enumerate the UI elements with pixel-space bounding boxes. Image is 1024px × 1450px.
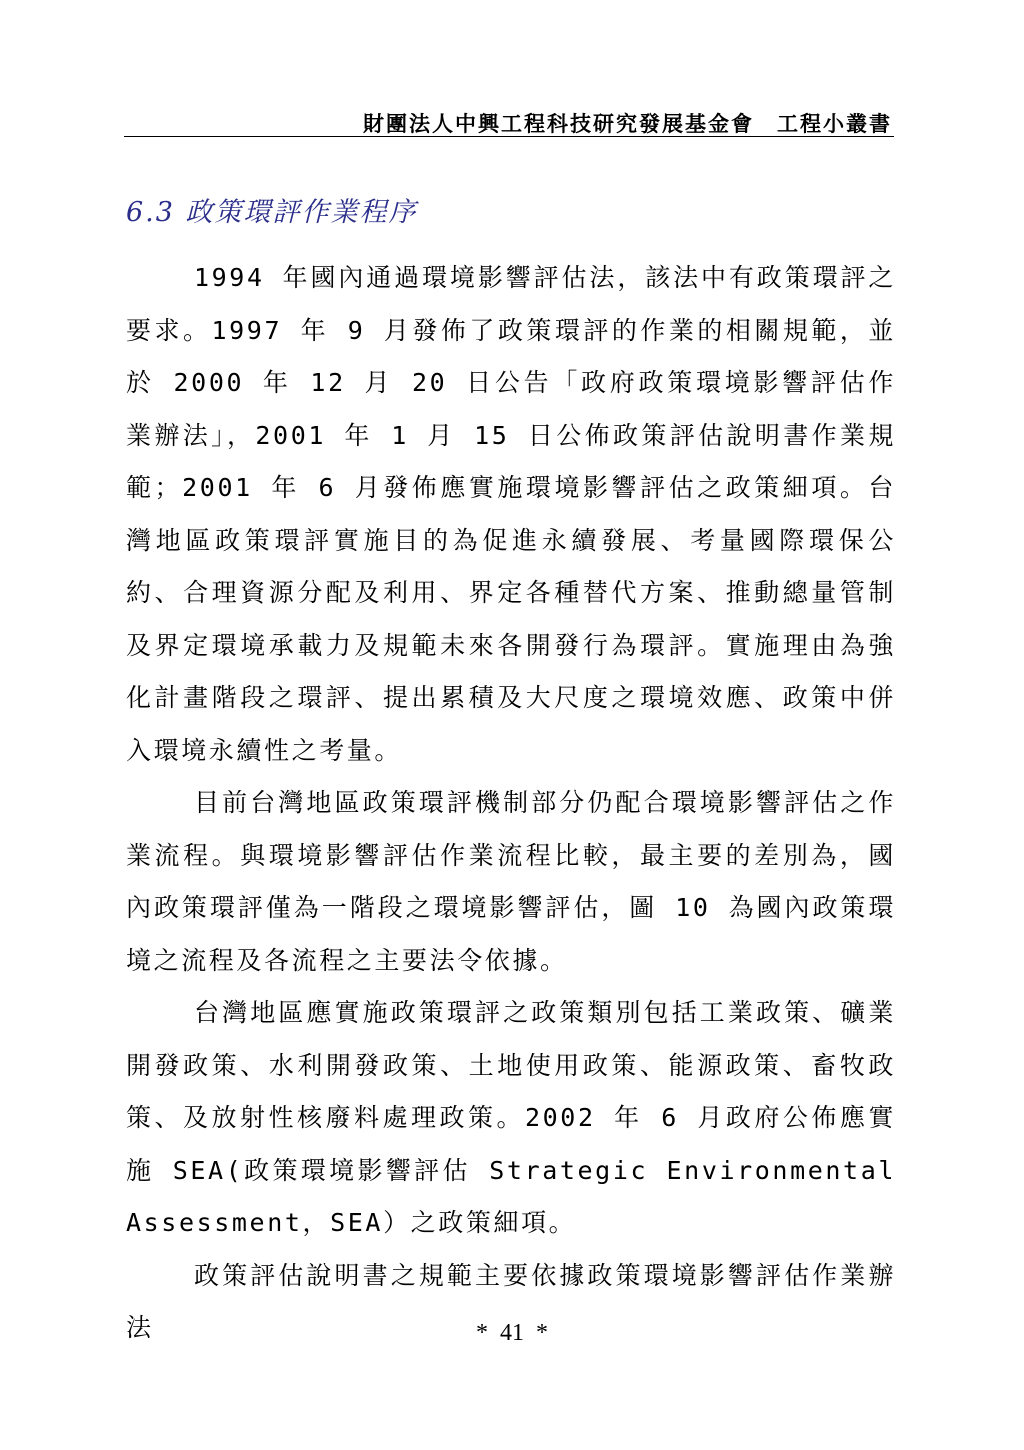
section-title: 6.3 政策環評作業程序: [126, 197, 418, 228]
header-rule: [124, 136, 894, 137]
paragraph-1: 1994 年國內通過環境影響評估法，該法中有政策環評之要求。1997 年 9 月發佈了政策環評的作業的相關規範，並於 2000 年 12 月 20 日公告「政府政策環境影響評估作業辦法」，2001 年 1 月 15 日公佈政策評估說明書作業規範；2001 年 6 月發佈應實施環境影響評估之政策細項。台灣地區政策環評實施目的為促進永續發展、考量國際環保公約、合理資源分配及利用、界定各種替代方案、推動總量管制及界定環境承載力及規範未來各開發行為環評。實施理由為強化計畫階段之環評、提出累積及大尺度之環境效應、政策中併入環境永續性之考量。: [126, 263, 896, 765]
body-text: [126, 252, 896, 1355]
running-header: 財團法人中興工程科技研究發展基金會 工程小叢書: [363, 111, 892, 136]
page-number: * 41 *: [476, 1320, 548, 1346]
paragraph-4: 政策評估說明書之規範主要依據政策環境影響評估作業辦法: [126, 1260, 896, 1342]
paragraph-3: 台灣地區應實施政策環評之政策類別包括工業政策、礦業開發政策、水利開發政策、土地使用政策、能源政策、畜牧政策、及放射性核廢料處理政策。2002 年 6 月政府公佈應實施 SEA(政策環境影響評估 Strategic Environmental Assessment，SEA）之政策細項。: [126, 998, 896, 1237]
paragraph-2: 目前台灣地區政策環評機制部分仍配合環境影響評估之作業流程。與環境影響評估作業流程比較，最主要的差別為，國內政策環評僅為一階段之環境影響評估，圖 10 為國內政策環境之流程及各流程之主要法令依據。: [126, 788, 896, 975]
